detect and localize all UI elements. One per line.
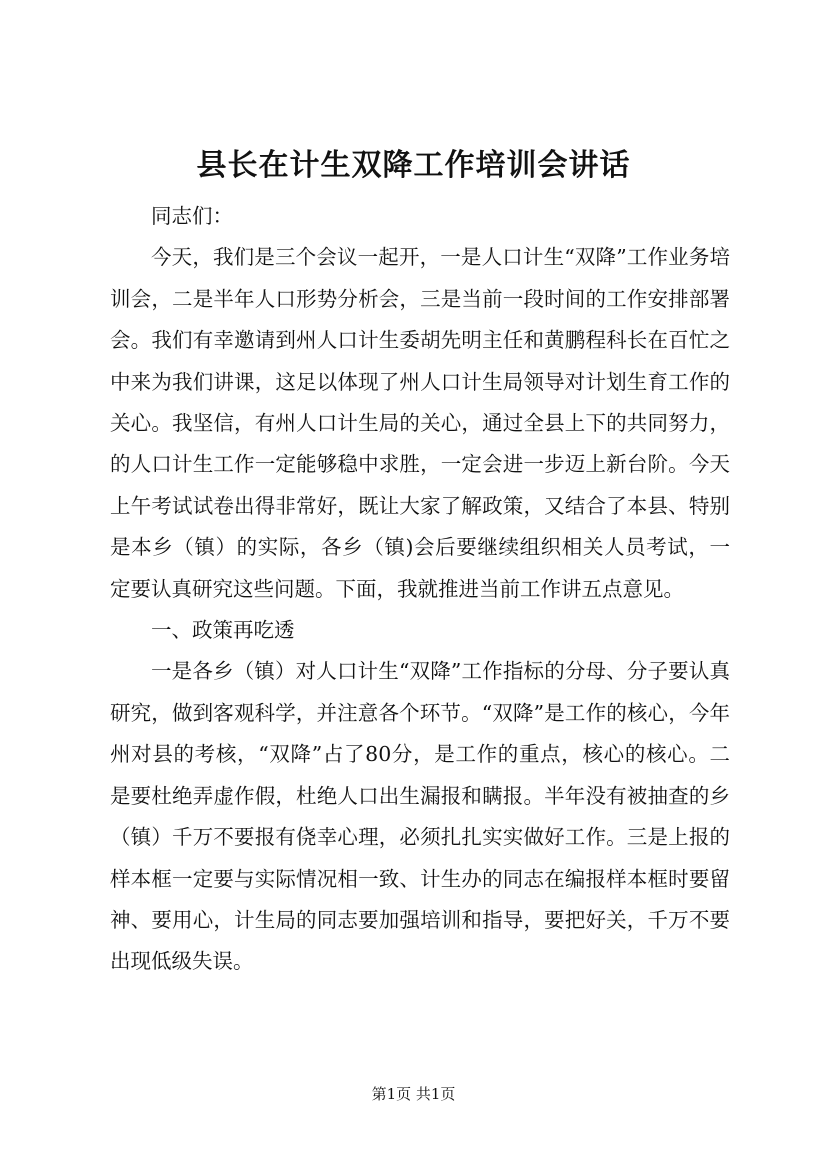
section-heading-1: 一、政策再吃透 — [151, 618, 295, 643]
paragraph-section-1: 一是各乡（镇）对人口计生“双降”工作指标的分母、分子要认真研究，做到客观科学，并注意各个环节。“双降”是工作的核心，今年州对县的考核，“双降”占了80分，是工作的重点，核心的核心。二是要杜绝弄虚作假，杜绝人口出生漏报和瞒报。半年没有被抽查的乡（镇）千万不要报有侥幸心理，必须扎扎实实做好工作。三是上报的样本框一定要与实际情况相一致、计生办的同志在编报样本框时要留神、要用心，计生局的同志要加强培训和指导，要把好关，千万不要出现低级失误。 — [110, 659, 730, 974]
document-title: 县长在计生双降工作培训会讲话 — [196, 148, 631, 183]
paragraph-intro: 今天，我们是三个会议一起开，一是人口计生“双降”工作业务培训会，二是半年人口形势分析会，三是当前一段时间的工作安排部署会。我们有幸邀请到州人口计生委胡先明主任和黄鹏程科长在百忙之中来为我们讲课，这足以体现了州人口计生局领导对计划生育工作的关心。我坚信，有州人口计生局的关心，通过全县上下的共同努力，的人口计生工作一定能够稳中求胜，一定会进一步迈上新台阶。今天上午考试试卷出得非常好，既让大家了解政策，又结合了本县、特别是本乡（镇）的实际，各乡（镇)会后要继续组织相关人员考试，一定要认真研究这些问题。下面，我就推进当前工作讲五点意见。 — [110, 245, 730, 601]
page-footer: 第1页 共1页 — [371, 1085, 456, 1103]
document-body — [110, 196, 730, 983]
salutation: 同志们： — [151, 204, 233, 228]
